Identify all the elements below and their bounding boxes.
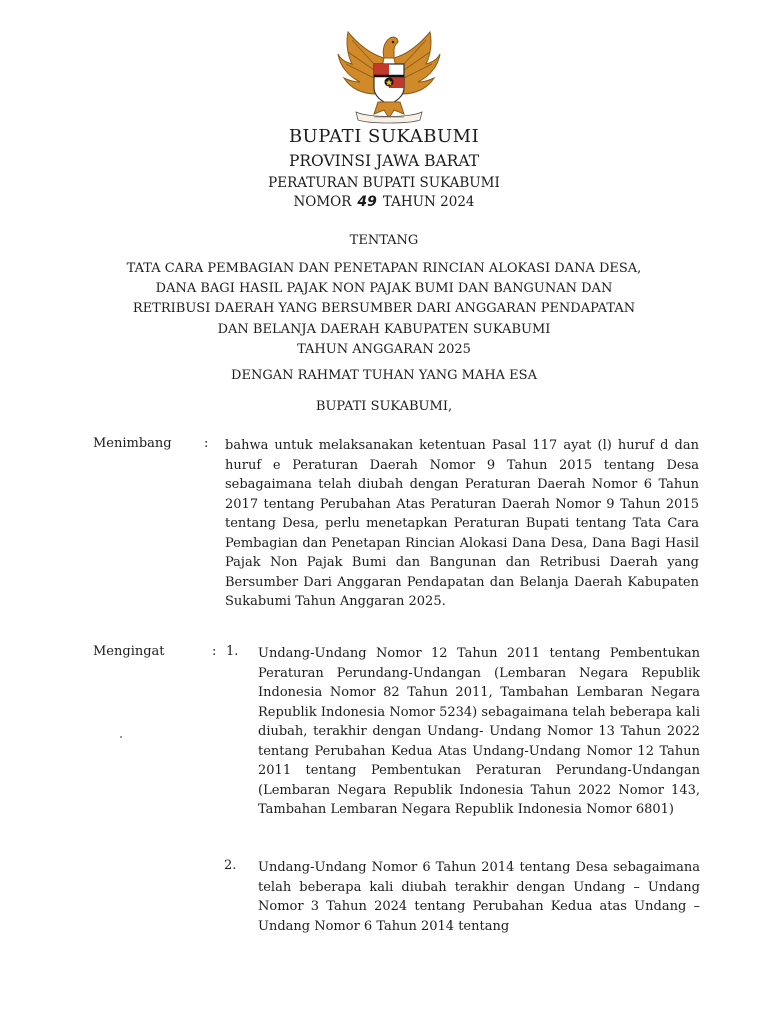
tahun-label: TAHUN 2024	[382, 194, 475, 210]
province-title: PROVINSI JAWA BARAT	[288, 152, 480, 170]
garuda-emblem-icon	[334, 24, 444, 124]
regulation-title: PERATURAN BUPATI SUKABUMI	[268, 175, 500, 191]
menimbang-text: bahwa untuk melaksanakan ketentuan Pasal 117 ayat (l) huruf d dan huruf e Peraturan Daerah Nomor 9 Tahun 2015 tentang Desa sebagaimana telah diubah dengan Peraturan Daerah Nomor 6 Tahun 2017 tentang Perubahan Atas Peraturan Daerah Nomor 9 Tahun 2015 tentang Desa, perlu menetapkan Peraturan Bupati tentang Tata Cara Pembagian dan Penetapan Rincian Alokasi Dana Desa, Dana Bagi Hasil Pajak Non Pajak Bumi dan Bangunan dan Retribusi Daerah yang Bersumber Dari Anggaran Pendapatan dan Belanja Daerah Kabupaten Sukabumi Tahun Anggaran 2025.	[225, 438, 699, 609]
mengingat-item-number: 1.	[226, 644, 239, 659]
subject-line: TATA CARA PEMBAGIAN DAN PENETAPAN RINCIAN ALOKASI DANA DESA,	[126, 261, 642, 276]
menimbang-colon: :	[204, 436, 209, 451]
subject-line: RETRIBUSI DAERAH YANG BERSUMBER DARI ANGGARAN PENDAPATAN	[132, 301, 636, 317]
tentang-heading: TENTANG	[349, 233, 419, 248]
mengingat-colon: :	[212, 644, 217, 659]
regulation-subject	[0, 259, 768, 360]
regulation-number	[0, 194, 768, 210]
menimbang-label: Menimbang	[93, 436, 172, 451]
regent-title: BUPATI SUKABUMI	[288, 126, 480, 147]
nomor-handwritten-value: 49	[357, 194, 377, 210]
bupati-line: BUPATI SUKABUMI,	[315, 399, 453, 414]
subject-line: DAN BELANJA DAERAH KABUPATEN SUKABUMI	[217, 321, 551, 337]
subject-line: DANA BAGI HASIL PAJAK NON PAJAK BUMI DAN BANGUNAN DAN	[155, 281, 613, 297]
nomor-label: NOMOR	[293, 194, 352, 210]
mengingat-label: Mengingat	[93, 644, 165, 659]
opening-phrase: DENGAN RAHMAT TUHAN YANG MAHA ESA	[231, 368, 537, 383]
mengingat-item-text: Undang-Undang Nomor 12 Tahun 2011 tentang Pembentukan Peraturan Perundang-Undangan (Lembaran Negara Republik Indonesia Nomor 82 Tahun 2011, Tambahan Lembaran Negara Republik Indonesia Nomor 5234) sebagaimana telah beberapa kali diubah, terakhir dengan Undang- Undang Nomor 13 Tahun 2022 tentang Perubahan Kedua Atas Undang-Undang Nomor 12 Tahun 2011 tentang Pembentukan Peraturan Perundang-Undangan (Lembaran Negara Republik Indonesia Tahun 2022 Nomor 143, Tambahan Lembaran Negara Republik Indonesia Nomor 6801)	[258, 646, 700, 817]
mengingat-item-number: 2.	[224, 858, 237, 873]
subject-line: TAHUN ANGGARAN 2025	[297, 341, 471, 357]
mengingat-item-text: Undang-Undang Nomor 6 Tahun 2014 tentang Desa sebagaimana telah beberapa kali diubah terakhir dengan Undang – Undang Nomor 3 Tahun 2024 tentang Perubahan Kedua atas Undang – Undang Nomor 6 Tahun 2014 tentang	[258, 860, 700, 934]
scan-speck	[120, 736, 122, 738]
